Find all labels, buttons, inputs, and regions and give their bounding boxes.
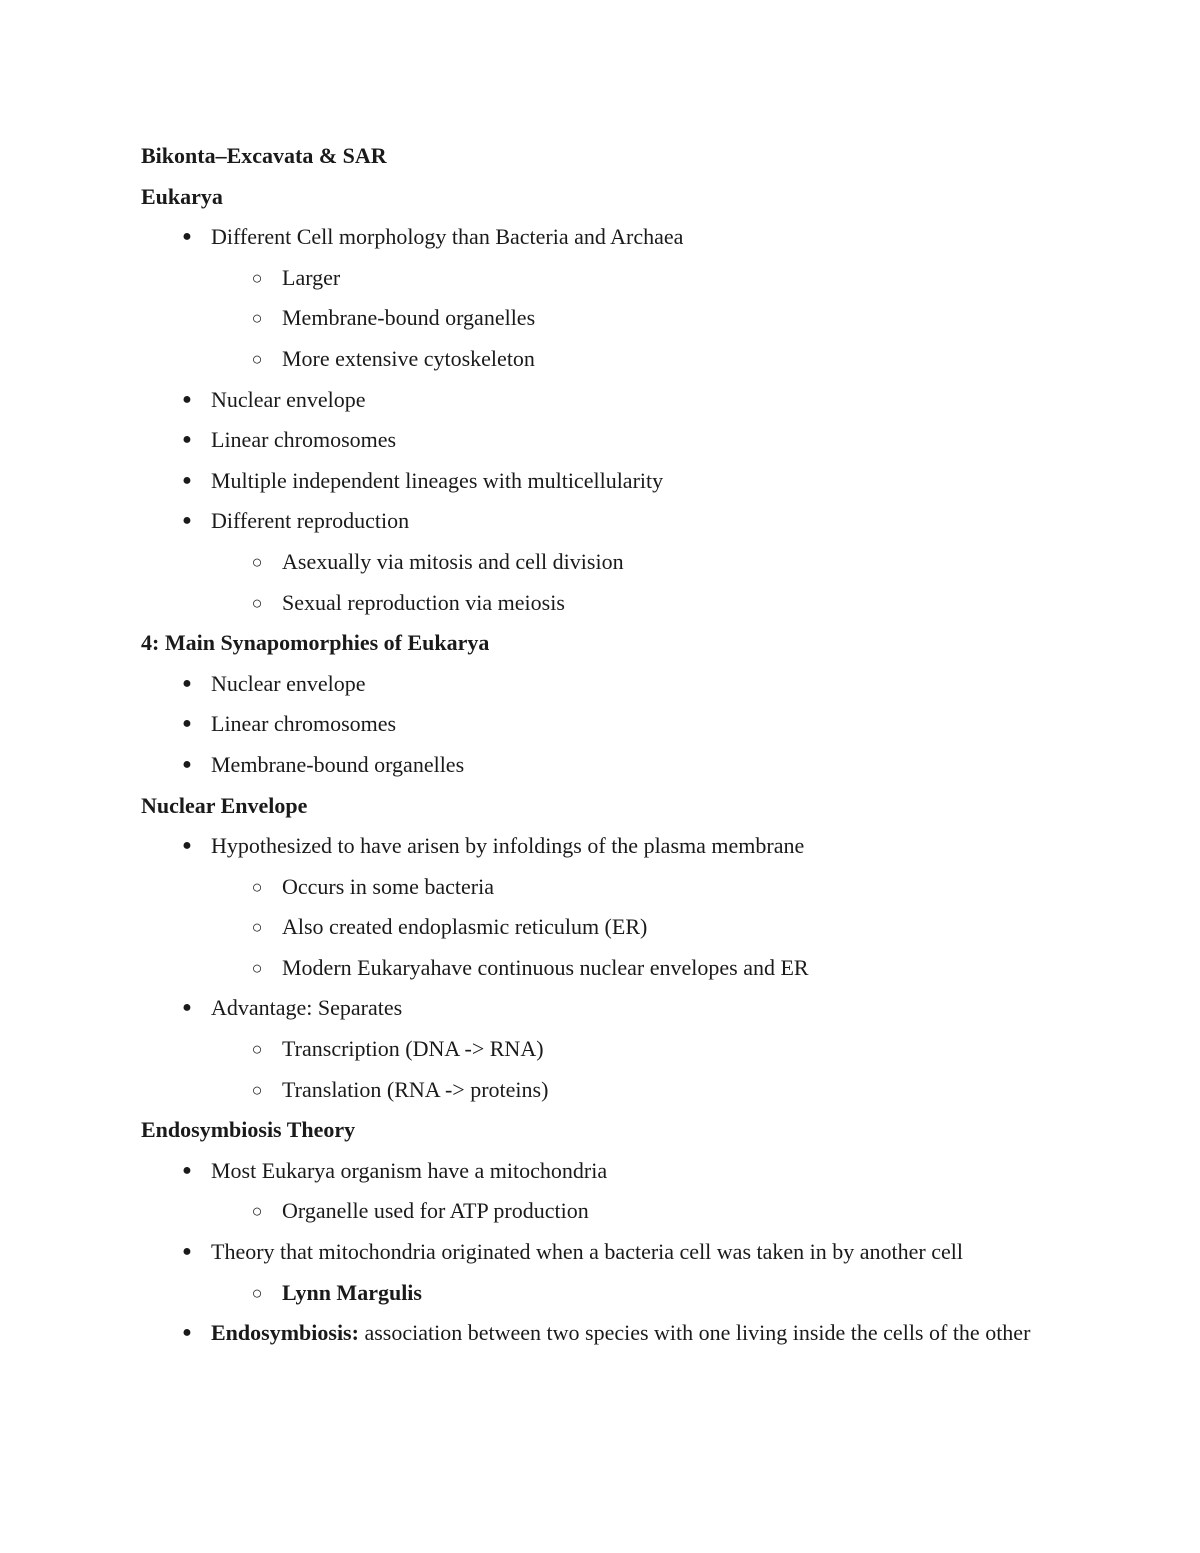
hollow-bullet-icon: ○ <box>251 348 263 369</box>
hollow-bullet-icon: ○ <box>251 551 263 572</box>
filled-bullet-icon: ● <box>182 715 192 733</box>
list-item: ○ Also created endoplasmic reticulum (ER) <box>141 907 1061 948</box>
list-item: ● Linear chromosomes <box>141 704 1061 745</box>
list-item: ● Advantage: Separates <box>141 988 1061 1029</box>
hollow-bullet-icon: ○ <box>251 308 263 329</box>
list-item: ○ Asexually via mitosis and cell division <box>141 542 1061 583</box>
list-item: ● Most Eukarya organism have a mitochondria <box>141 1151 1061 1192</box>
list-item: ● Theory that mitochondria originated when a bacteria cell was taken in by another cell <box>141 1232 1061 1273</box>
filled-bullet-icon: ● <box>182 1243 192 1261</box>
list-item: ● Nuclear envelope <box>141 380 1061 421</box>
filled-bullet-icon: ● <box>182 228 192 246</box>
filled-bullet-icon: ● <box>182 471 192 489</box>
list-item: ○ Membrane-bound organelles <box>141 298 1061 339</box>
hollow-bullet-icon: ○ <box>251 1282 263 1303</box>
filled-bullet-icon: ● <box>182 755 192 773</box>
bullet-list <box>141 826 1061 1110</box>
list-item: ● Hypothesized to have arisen by infoldings of the plasma membrane <box>141 826 1061 867</box>
filled-bullet-icon: ● <box>182 999 192 1017</box>
bullet-list <box>141 1151 1061 1354</box>
document-page <box>141 136 1061 1354</box>
term-definition: association between two species with one living inside the cells of the other <box>358 1320 1031 1346</box>
list-item: ○ Organelle used for ATP production <box>141 1191 1061 1232</box>
section-heading-nuclear-envelope: Nuclear Envelope <box>141 792 308 818</box>
list-item: ○ Sexual reproduction via meiosis <box>141 583 1061 624</box>
filled-bullet-icon: ● <box>182 390 192 408</box>
author-name: Lynn Margulis <box>282 1279 422 1305</box>
bullet-list <box>141 217 1061 623</box>
list-item: ○ Modern Eukaryahave continuous nuclear envelopes and ER <box>141 948 1061 989</box>
list-item: ○ More extensive cytoskeleton <box>141 339 1061 380</box>
filled-bullet-icon: ● <box>182 1161 192 1179</box>
section-heading-synapomorphies: 4: Main Synapomorphies of Eukarya <box>141 630 490 656</box>
hollow-bullet-icon: ○ <box>251 267 263 288</box>
hollow-bullet-icon: ○ <box>251 1201 263 1222</box>
filled-bullet-icon: ● <box>182 1324 192 1342</box>
bullet-list <box>141 664 1061 786</box>
filled-bullet-icon: ● <box>182 674 192 692</box>
hollow-bullet-icon: ○ <box>251 1079 263 1100</box>
list-item <box>141 1273 1061 1314</box>
list-item <box>141 1313 1061 1354</box>
hollow-bullet-icon: ○ <box>251 1039 263 1060</box>
hollow-bullet-icon: ○ <box>251 876 263 897</box>
list-item: ○ Translation (RNA -> proteins) <box>141 1070 1061 1111</box>
term: Endosymbiosis: <box>211 1320 359 1346</box>
list-item: ○ Larger <box>141 258 1061 299</box>
list-item: ● Linear chromosomes <box>141 420 1061 461</box>
list-item: ● Different reproduction <box>141 501 1061 542</box>
list-item: ● Membrane-bound organelles <box>141 745 1061 786</box>
filled-bullet-icon: ● <box>182 431 192 449</box>
filled-bullet-icon: ● <box>182 512 192 530</box>
hollow-bullet-icon: ○ <box>251 917 263 938</box>
document-title: Bikonta–Excavata & SAR <box>141 143 387 168</box>
list-item: ○ Occurs in some bacteria <box>141 867 1061 908</box>
hollow-bullet-icon: ○ <box>251 957 263 978</box>
hollow-bullet-icon: ○ <box>251 592 263 613</box>
list-item: ● Multiple independent lineages with multicellularity <box>141 461 1061 502</box>
list-item: ● Nuclear envelope <box>141 664 1061 705</box>
list-item: ● Different Cell morphology than Bacteria and Archaea <box>141 217 1061 258</box>
filled-bullet-icon: ● <box>182 837 192 855</box>
section-heading-eukarya: Eukarya <box>141 183 223 209</box>
section-heading-endosymbiosis-theory: Endosymbiosis Theory <box>141 1117 356 1143</box>
list-item: ○ Transcription (DNA -> RNA) <box>141 1029 1061 1070</box>
